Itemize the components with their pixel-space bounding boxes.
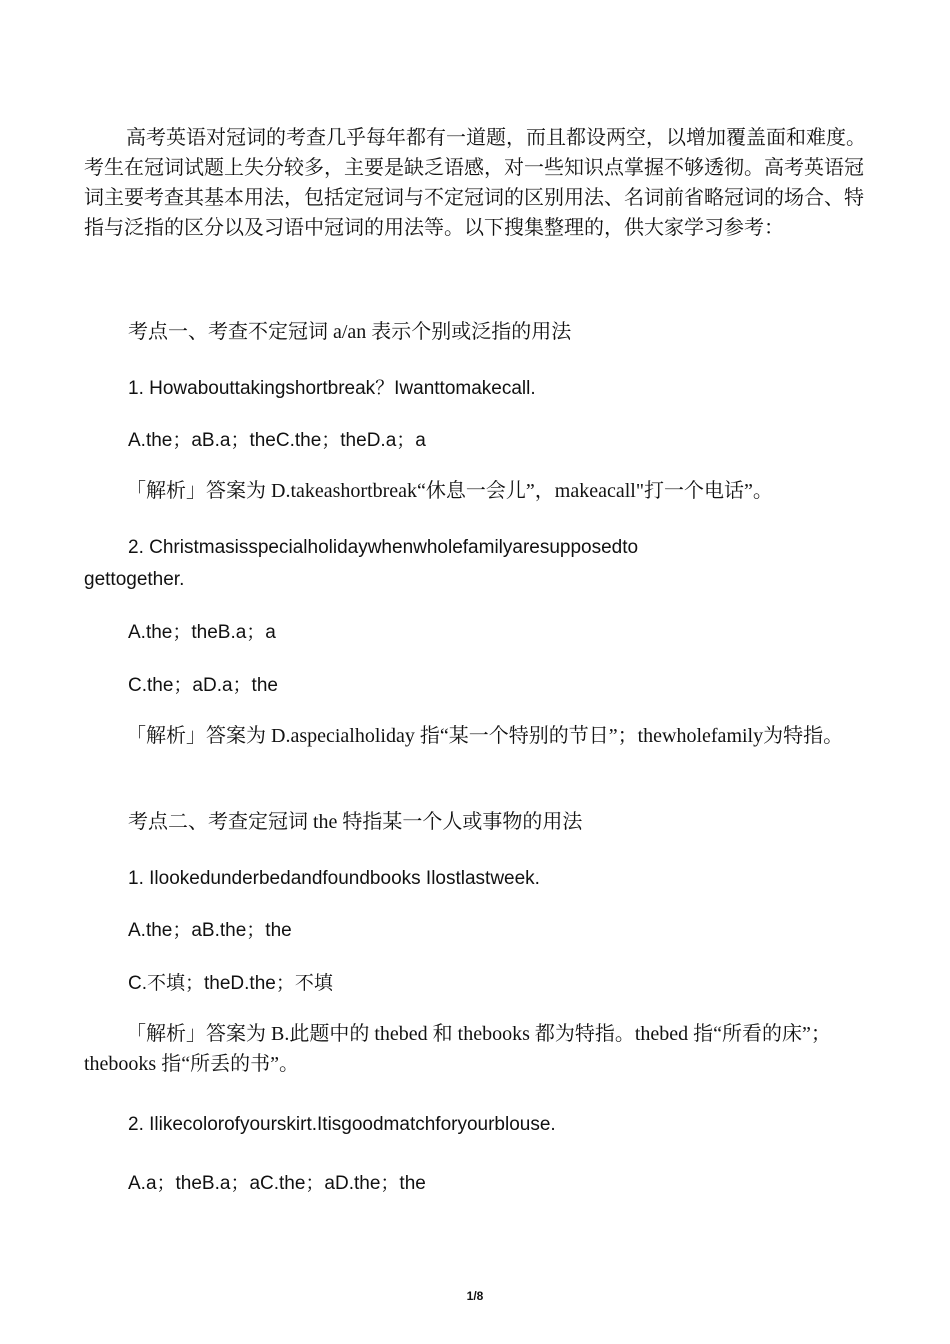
section1-heading: 考点一、考查不定冠词 a/an 表示个别或泛指的用法	[128, 321, 572, 343]
section2-q2-options: A.a；theB.a；aC.the；aD.the；the	[128, 1173, 426, 1194]
section1-q2-analysis: 「解析」答案为 D.aspecialholiday 指“某一个特别的节日”；thewholefamily为特指。	[126, 725, 844, 747]
page-number: 1/8	[466, 1289, 484, 1303]
section1-q2-options-line1: A.the；theB.a；a	[128, 622, 276, 643]
section2-heading: 考点二、考查定冠词 the 特指某一个人或事物的用法	[128, 811, 583, 833]
section2-q2-question: 2. Ilikecolorofyourskirt.Itisgoodmatchforyourblouse.	[128, 1114, 556, 1135]
section1-q1-options: A.the；aB.a；theC.the；theD.a；a	[128, 430, 426, 451]
section1-q2-options-line2: C.the；aD.a；the	[128, 675, 278, 696]
section2-q1-options-line1: A.the；aB.the；the	[128, 920, 292, 941]
section1-q1-analysis: 「解析」答案为 D.takeashortbreak“休息一会儿”，makeacall"打一个电话”。	[126, 480, 773, 502]
section1-q2-question-line2: gettogether.	[84, 569, 185, 590]
section2-q1-analysis: 「解析」答案为 B.此题中的 thebed 和 thebooks 都为特指。thebed 指“所看的床”；thebooks 指“所丢的书”。	[84, 1023, 831, 1075]
intro-paragraph: 高考英语对冠词的考查几乎每年都有一道题，而且都设两空，以增加覆盖面和难度。考生在冠词试题上失分较多，主要是缺乏语感，对一些知识点掌握不够透彻。高考英语冠词主要考查其基本用法，包括定冠词与不定冠词的区别用法、名词前省略冠词的场合、特指与泛指的区分以及习语中冠词的用法等。以下搜集整理的，供大家学习参考：	[84, 127, 866, 239]
section1-q2-question-line1: 2. Christmasisspecialholidaywhenwholefamilyaresupposedto	[128, 537, 639, 558]
section2-q1-question: 1. Ilookedunderbedandfoundbooks Ilostlastweek.	[128, 868, 540, 889]
section1-q1-question: 1. Howabouttakingshortbreak？Iwanttomakecall.	[128, 378, 536, 399]
section2-q1-options-line2: C.不填；theD.the；不填	[128, 973, 333, 994]
